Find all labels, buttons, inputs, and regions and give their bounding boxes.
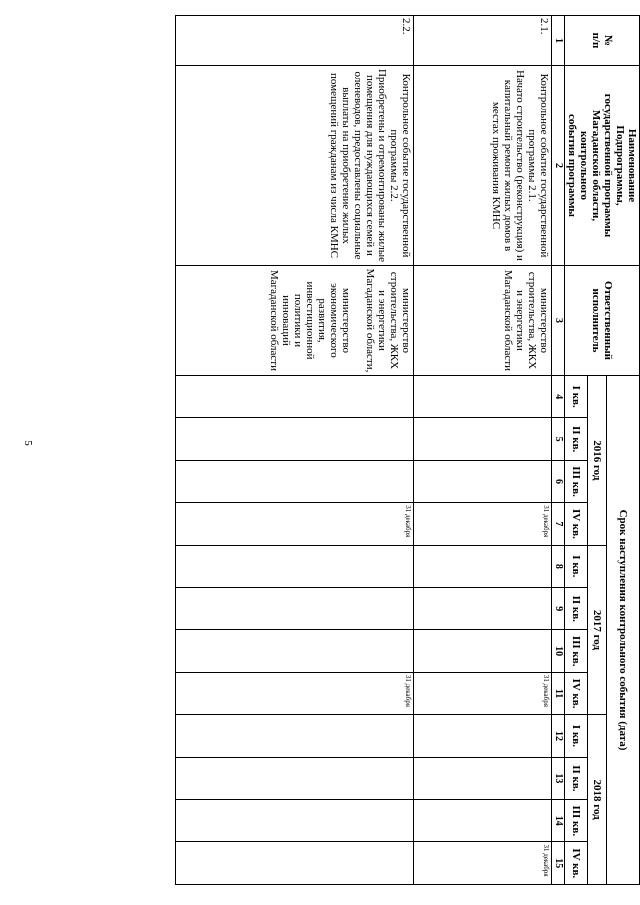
- row-number: 2.2.: [176, 16, 414, 66]
- date-cell: [176, 715, 414, 757]
- date-cell: [176, 842, 414, 885]
- date-cell: [414, 630, 552, 672]
- header-quarter: I кв.: [565, 715, 588, 757]
- control-events-table: [175, 15, 640, 885]
- date-cell: [414, 545, 552, 587]
- column-number: 6: [552, 460, 565, 502]
- column-number: 3: [552, 266, 565, 376]
- date-cell: [414, 588, 552, 630]
- column-number: 7: [552, 503, 565, 545]
- header-quarter: I кв.: [565, 545, 588, 587]
- column-number: 12: [552, 715, 565, 757]
- row-name: Контрольное событие государственной программы 2.1. Начато строительство (реконструкция) и капитальный ремонт жилых домов в местах проживания КМНС: [414, 66, 552, 266]
- date-cell: [176, 588, 414, 630]
- date-cell: [414, 800, 552, 842]
- date-cell: 31 декабря: [414, 503, 552, 545]
- date-cell: [176, 800, 414, 842]
- header-name: Наименование Подпрограммы, государственной программы Магаданской области, контрольного события программы: [565, 66, 640, 266]
- column-number: 2: [552, 66, 565, 266]
- header-deadline: Срок наступления контрольного события (дата): [606, 376, 639, 885]
- header-quarter: III кв.: [565, 460, 588, 502]
- date-cell: 31 декабря: [414, 842, 552, 885]
- header-year-2017: 2017 год: [587, 545, 606, 715]
- header-responsible: Ответственный исполнитель: [565, 266, 640, 376]
- header-quarter: II кв.: [565, 588, 588, 630]
- header-quarter: II кв.: [565, 757, 588, 799]
- column-number: 9: [552, 588, 565, 630]
- date-cell: [176, 418, 414, 460]
- date-cell: [414, 376, 552, 418]
- column-number: 11: [552, 672, 565, 714]
- column-number: 10: [552, 630, 565, 672]
- header-quarter: IV кв.: [565, 842, 588, 885]
- row-number: 2.1.: [414, 16, 552, 66]
- column-number: 15: [552, 842, 565, 885]
- column-number: 4: [552, 376, 565, 418]
- column-number-row: [552, 16, 565, 885]
- header-quarter: III кв.: [565, 800, 588, 842]
- date-cell: [414, 418, 552, 460]
- column-number: 14: [552, 800, 565, 842]
- table-row: [176, 16, 414, 885]
- date-cell: [176, 757, 414, 799]
- header-quarter: III кв.: [565, 630, 588, 672]
- date-cell: [414, 715, 552, 757]
- date-cell: 31 декабря: [176, 672, 414, 714]
- header-quarter: IV кв.: [565, 503, 588, 545]
- page-number: 5: [21, 440, 34, 446]
- date-cell: [414, 460, 552, 502]
- column-number: 5: [552, 418, 565, 460]
- header-year-2018: 2018 год: [587, 715, 606, 885]
- date-cell: [414, 757, 552, 799]
- column-number: 1: [552, 16, 565, 66]
- date-cell: [176, 630, 414, 672]
- column-number: 8: [552, 545, 565, 587]
- header-number: № п/п: [565, 16, 640, 66]
- header-quarter: I кв.: [565, 376, 588, 418]
- row-name: Контрольное событие государственной программы 2.2. Приобретены и отремонтированы жилые помещения для нуждающихся семей и оленеводов, предоставлены социальные выплаты на приобретение жилых помещений гражданам из числа КМНС: [176, 66, 414, 266]
- column-number: 13: [552, 757, 565, 799]
- table-row: [414, 16, 552, 885]
- header-year-2016: 2016 год: [587, 376, 606, 546]
- date-cell: 31 декабря: [414, 672, 552, 714]
- header-quarter: IV кв.: [565, 672, 588, 714]
- date-cell: [176, 545, 414, 587]
- date-cell: [176, 460, 414, 502]
- row-responsible: министерство строительства, ЖКХ и энергетики Магаданской области, министерство экономического развития, инвестиционной политики и инноваций Магаданской области: [176, 266, 414, 376]
- date-cell: [176, 376, 414, 418]
- date-cell: 31 декабря: [176, 503, 414, 545]
- rotated-table-container: [85, 15, 640, 885]
- header-quarter: II кв.: [565, 418, 588, 460]
- row-responsible: министерство строительства, ЖКХ и энергетики Магаданской области: [414, 266, 552, 376]
